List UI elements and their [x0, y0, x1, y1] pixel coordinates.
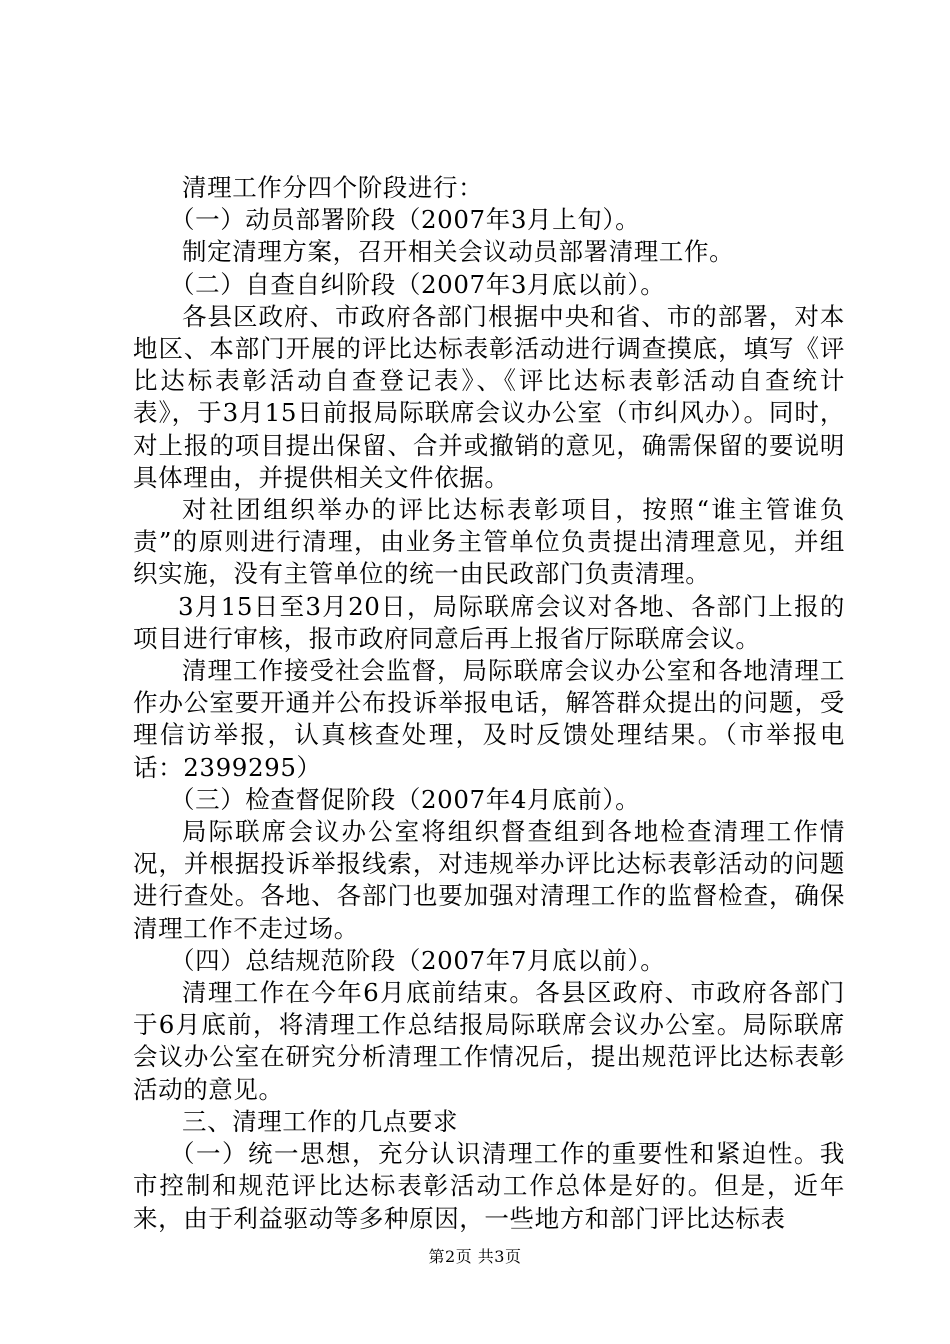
paragraph-stage-1-body: 制定清理方案，召开相关会议动员部署清理工作。: [182, 237, 735, 267]
paragraph-supervision: 清理工作接受社会监督，局际联席会议办公室和各地清理工作办公室要开通并公布投诉举报电话，解答群众提出的问题，受理信访举报，认真核查处理，及时反馈处理结果。（市举报电话：2399295）: [133, 656, 845, 782]
paragraph-stage-3-heading: （三）检查督促阶段（2007年4月底前）。: [170, 784, 641, 814]
paragraph-stage-2-heading: （二）自查自纠阶段（2007年3月底以前）。: [170, 269, 666, 299]
paragraph-stage-3-body: 局际联席会议办公室将组织督查组到各地检查清理工作情况，并根据投诉举报线索，对违规举办评比达标表彰活动的问题进行查处。各地、各部门也要加强对清理工作的监督检查，确保清理工作不走过场。: [133, 817, 845, 943]
paragraph-review-period: 3月15日至3月20日，局际联席会议对各地、各部门上报的项目进行审核，报市政府同意后再上报省厅际联席会议。: [133, 591, 845, 653]
paragraph-stage-intro: 清理工作分四个阶段进行：: [182, 173, 484, 202]
paragraph-stage-2-body: 各县区政府、市政府各部门根据中央和省、市的部署，对本地区、本部门开展的评比达标表彰活动进行调查摸底，填写《评比达标表彰活动自查登记表》、《评比达标表彰活动自查统计表》，于3月15日前报局际联席会议办公室（市纠风办）。同时，对上报的项目提出保留、合并或撤销的意见，确需保留的要说明具体理由，并提供相关文件依据。: [133, 301, 845, 492]
paragraph-requirement-1: （一）统一思想，充分认识清理工作的重要性和紧迫性。我市控制和规范评比达标表彰活动工作总体是好的。但是，近年来，由于利益驱动等多种原因，一些地方和部门评比达标表: [133, 1139, 845, 1233]
paragraph-stage-4-body: 清理工作在今年6月底前结束。各县区政府、市政府各部门于6月底前，将清理工作总结报局际联席会议办公室。局际联席会议办公室在研究分析清理工作情况后，提出规范评比达标表彰活动的意见。: [133, 978, 845, 1104]
paragraph-social-orgs: 对社团组织举办的评比达标表彰项目，按照“谁主管谁负责”的原则进行清理，由业务主管单位负责提出清理意见，并组织实施，没有主管单位的统一由民政部门负责清理。: [133, 495, 845, 589]
paragraph-stage-1-heading: （一）动员部署阶段（2007年3月上旬）。: [170, 205, 641, 235]
document-body: [133, 172, 845, 1235]
paragraph-stage-4-heading: （四）总结规范阶段（2007年7月底以前）。: [170, 945, 666, 975]
section-heading-requirements: 三、清理工作的几点要求: [182, 1106, 459, 1136]
page-footer: 第2页 共3页: [428, 1247, 522, 1266]
